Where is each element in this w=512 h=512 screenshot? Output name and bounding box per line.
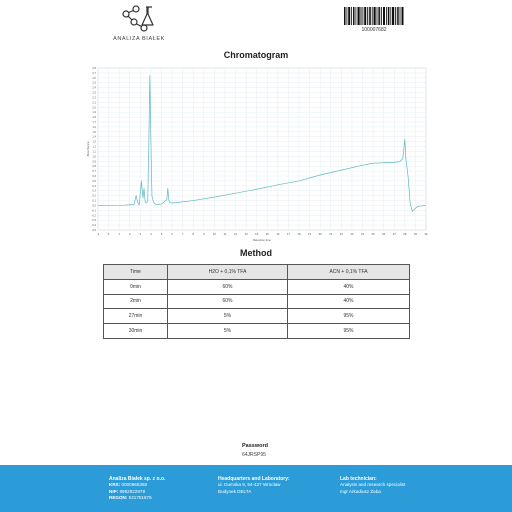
table-cell: 40% — [288, 279, 410, 294]
y-tick-label: 0.1 — [92, 199, 96, 203]
method-table — [103, 264, 410, 339]
y-tick-label: 2.2 — [92, 96, 96, 100]
technician-role: Analysis and research specialist — [340, 482, 406, 488]
x-tick-label: 19 — [308, 232, 312, 236]
table-cell: 0min — [104, 279, 168, 294]
x-tick-label: 24 — [360, 232, 365, 236]
company-logo — [106, 4, 172, 44]
footer-technician — [340, 476, 405, 495]
table-row — [104, 279, 410, 294]
table-cell: 5% — [168, 324, 288, 339]
table-cell: 27min — [104, 309, 168, 324]
y-tick-label: 2.3 — [92, 91, 96, 95]
x-tick-label: 2 — [128, 232, 131, 236]
y-tick-label: 0.2 — [92, 194, 96, 198]
y-tick-label: 2.7 — [92, 71, 96, 75]
x-tick-label: 5 — [160, 232, 163, 236]
x-tick-label: 29 — [413, 232, 417, 236]
x-tick-label: 17 — [286, 232, 291, 236]
x-tick-label: 15 — [265, 232, 269, 236]
y-tick-label: 1.5 — [92, 130, 96, 134]
x-tick-label: 7 — [181, 232, 184, 236]
x-tick-label: 10 — [212, 232, 216, 236]
y-tick-label: 2.1 — [92, 101, 96, 105]
chromatogram-chart — [86, 64, 428, 242]
y-tick-label: 1.3 — [92, 140, 96, 144]
regon-label: REGON: — [109, 495, 128, 501]
y-tick-label: 0.0 — [92, 204, 96, 208]
krs-value: 0000966368 — [121, 482, 148, 488]
table-cell: 30min — [104, 324, 168, 339]
y-tick-label: 1.4 — [92, 135, 96, 139]
x-tick-label: 12 — [233, 232, 238, 236]
table-row — [104, 294, 410, 309]
x-tick-label: 3 — [139, 232, 142, 236]
table-cell: 40% — [288, 294, 410, 309]
method-header-acn: ACN + 0,1% TFA — [288, 265, 410, 280]
table-cell: 95% — [288, 309, 410, 324]
x-tick-label: 23 — [350, 232, 354, 236]
y-tick-label: 0.9 — [92, 160, 96, 164]
table-row — [104, 324, 410, 339]
x-tick-label: 28 — [403, 232, 407, 236]
x-tick-label: 8 — [192, 232, 195, 236]
y-tick-label: 2.8 — [92, 67, 96, 70]
technician-name: mgr Arkadiusz Żaba — [340, 488, 381, 494]
regon-value: 521751875 — [128, 495, 152, 501]
y-tick-label: 0.8 — [92, 165, 96, 169]
x-tick-label: 4 — [150, 232, 152, 236]
x-tick-label: 18 — [297, 232, 301, 236]
password-value: 64JRSP95 — [242, 452, 266, 458]
method-header-row — [104, 265, 410, 280]
x-tick-label: 9 — [203, 232, 205, 236]
hq-building: Budynek DELTA — [218, 488, 252, 494]
x-tick-label: 16 — [276, 232, 280, 236]
y-tick-label: -0.5 — [91, 229, 96, 232]
table-row — [104, 309, 410, 324]
technician-heading: Lab technician: — [340, 476, 377, 482]
nip-label: NIP: — [109, 488, 119, 494]
x-tick-label: 21 — [329, 232, 333, 236]
y-tick-label: 2.4 — [92, 86, 96, 90]
chromatogram-svg — [86, 64, 428, 242]
y-axis-label: Absorbance — [86, 141, 90, 157]
chromatogram-title: Chromatogram — [223, 50, 289, 60]
x-tick-label: 30 — [424, 232, 428, 236]
x-tick-label: 26 — [382, 232, 386, 236]
x-tick-label: 6 — [171, 232, 173, 236]
table-cell: 5% — [168, 309, 288, 324]
y-tick-label: -0.2 — [91, 214, 96, 218]
table-cell: 60% — [168, 294, 288, 309]
y-tick-label: 1.1 — [92, 150, 96, 154]
y-tick-label: 1.7 — [92, 121, 96, 124]
y-tick-label: -0.3 — [91, 219, 96, 223]
x-tick-label: 13 — [244, 232, 248, 236]
table-cell: 95% — [288, 324, 410, 339]
y-tick-label: 0.3 — [92, 189, 96, 193]
y-tick-label: 1.8 — [92, 116, 96, 120]
y-tick-label: 1.6 — [92, 125, 96, 129]
y-tick-label: -0.4 — [91, 224, 96, 228]
hq-heading: Headquarters and Laboratory: — [218, 476, 290, 482]
y-tick-label: 2.5 — [92, 81, 96, 85]
y-tick-label: 0.5 — [92, 179, 96, 183]
table-cell: 60% — [168, 279, 288, 294]
y-tick-label: -0.1 — [91, 209, 96, 213]
footer-company — [109, 476, 165, 502]
x-tick-label: 20 — [318, 232, 322, 236]
x-tick-label: 1 — [118, 232, 120, 236]
y-tick-label: 2.6 — [92, 76, 96, 80]
x-tick-label: 14 — [255, 232, 259, 236]
krs-label: KRS: — [109, 482, 121, 488]
x-tick-label: 11 — [223, 232, 227, 236]
x-tick-label: 25 — [371, 232, 375, 236]
y-tick-label: 0.6 — [92, 175, 96, 178]
footer-hq — [218, 476, 290, 495]
x-tick-label: 22 — [339, 232, 343, 236]
y-tick-label: 0.7 — [92, 170, 96, 174]
hq-address: ul. Dumska 9, 54-427 Wrocław — [218, 482, 281, 488]
y-tick-label: 0.4 — [92, 184, 96, 188]
molecule-flask-icon — [120, 4, 158, 34]
table-cell: 2min — [104, 294, 168, 309]
x-tick-label: 27 — [392, 232, 396, 236]
y-tick-label: 1.9 — [92, 111, 96, 115]
method-header-time: Time — [104, 265, 168, 280]
y-tick-label: 2.0 — [92, 106, 96, 110]
x-tick-label: -1 — [96, 232, 100, 236]
nip-value: 8992922979 — [119, 488, 146, 494]
y-tick-label: 1.0 — [92, 155, 96, 159]
x-tick-label: 0 — [107, 232, 110, 236]
company-name: Analiza Białek sp. z o.o. — [109, 476, 166, 482]
barcode-number: 100007682 — [361, 27, 387, 33]
x-axis-label: Retention time — [252, 238, 272, 242]
method-header-h2o: H2O + 0,1% TFA — [168, 265, 288, 280]
password-label: Password — [242, 443, 268, 449]
footer — [0, 465, 512, 512]
barcode — [344, 7, 404, 25]
logo-text: ANALIZA BIAŁEK — [113, 36, 165, 42]
y-tick-label: 1.2 — [92, 145, 96, 149]
method-title: Method — [240, 248, 272, 258]
